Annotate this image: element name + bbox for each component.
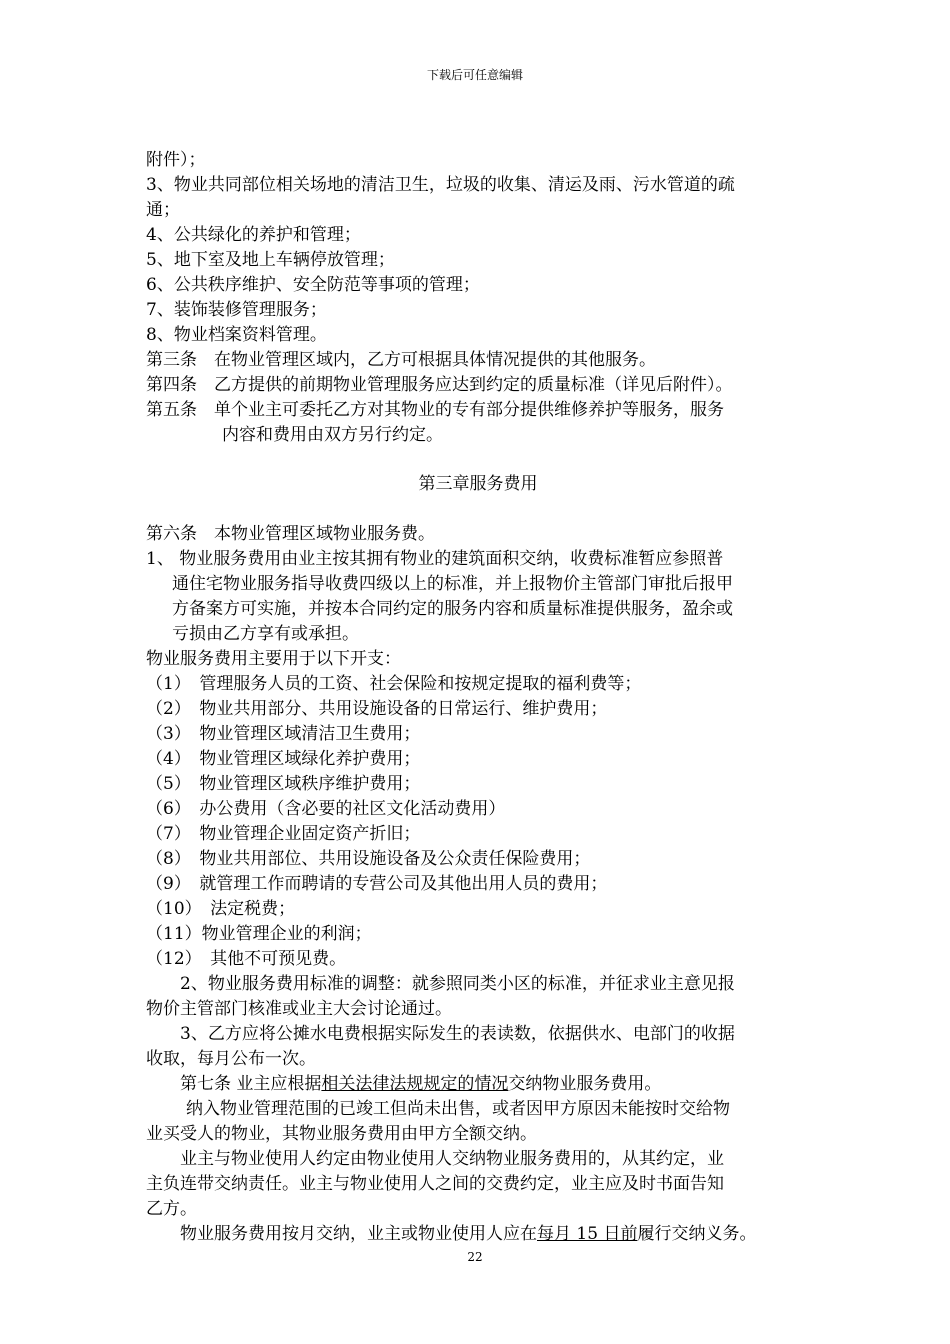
article-7-prefix: 第七条 业主应根据 xyxy=(180,1074,322,1094)
article-6-item2: 2、物业服务费用标准的调整：就参照同类小区的标准，并征求业主意见报 xyxy=(180,974,735,994)
expense-item: （8） 物业共用部位、共用设施设备及公众责任保险费用； xyxy=(146,849,591,869)
article-4: 第四条 乙方提供的前期物业管理服务应达到约定的质量标准（详见后附件）。 xyxy=(146,375,733,395)
page-number: 22 xyxy=(467,1250,483,1264)
article-6-item1: 1、 物业服务费用由业主按其拥有物业的建筑面积交纳，收费标准暂应参照普 xyxy=(146,549,724,569)
article-6-item2-cont: 物价主管部门核准或业主大会讨论通过。 xyxy=(146,999,452,1019)
list-item: 通； xyxy=(146,200,180,220)
chapter-title: 第三章服务费用 xyxy=(418,474,538,494)
expense-item: （4） 物业管理区域绿化养护费用； xyxy=(146,749,421,769)
expense-item: （6） 办公费用（含必要的社区文化活动费用） xyxy=(146,799,506,819)
article-5-line1: 第五条 单个业主可委托乙方对其物业的专有部分提供维修养护等服务，服务 xyxy=(146,400,724,420)
expense-item: （12） 其他不可预见费。 xyxy=(146,949,347,969)
list-item: 6、公共秩序维护、安全防范等事项的管理； xyxy=(146,275,480,295)
list-item: 3、物业共同部位相关场地的清洁卫生，垃圾的收集、清运及雨、污水管道的疏 xyxy=(146,175,735,195)
article-5-line2: 内容和费用由双方另行约定。 xyxy=(222,425,443,445)
expense-item: （9） 就管理工作而聘请的专营公司及其他出用人员的费用； xyxy=(146,874,608,894)
article-7-p2-cont: 乙方。 xyxy=(146,1199,197,1219)
list-item: 附件）； xyxy=(146,150,206,170)
article-6-item3: 3、乙方应将公摊水电费根据实际发生的表读数，依据供水、电部门的收据 xyxy=(180,1024,735,1044)
article-7-p2-cont: 主负连带交纳责任。业主与物业使用人之间的交费约定，业主应及时书面告知 xyxy=(146,1174,724,1194)
article-7-p1-cont: 业买受人的物业，其物业服务费用由甲方全额交纳。 xyxy=(146,1124,537,1144)
expense-intro: 物业服务费用主要用于以下开支： xyxy=(146,649,401,669)
article-6-item3-cont: 收取，每月公布一次。 xyxy=(146,1049,316,1069)
article-7-p3-suffix: 履行交纳义务。 xyxy=(637,1224,757,1244)
expense-item: （5） 物业管理区域秩序维护费用； xyxy=(146,774,421,794)
article-6-item1-cont: 方备案方可实施，并按本合同约定的服务内容和质量标准提供服务，盈余或 xyxy=(172,599,733,619)
list-item: 8、物业档案资料管理。 xyxy=(146,325,327,345)
article-7-p3-underlined: 每月 15 日前 xyxy=(537,1224,638,1244)
article-7-p1: 纳入物业管理范围的已竣工但尚未出售，或者因甲方原因未能按时交给物 xyxy=(186,1099,730,1119)
list-item: 7、装饰装修管理服务； xyxy=(146,300,327,320)
article-6-item1-cont: 通住宅物业服务指导收费四级以上的标准，并上报物价主管部门审批后报甲 xyxy=(172,574,733,594)
page-header: 下载后可任意编辑 xyxy=(426,68,523,82)
article-7-p2: 业主与物业使用人约定由物业使用人交纳物业服务费用的，从其约定，业 xyxy=(180,1149,724,1169)
article-3: 第三条 在物业管理区域内，乙方可根据具体情况提供的其他服务。 xyxy=(146,350,656,370)
article-6-item1-cont: 亏损由乙方享有或承担。 xyxy=(172,624,359,644)
expense-item: （10） 法定税费； xyxy=(146,899,296,919)
article-6-title: 第六条 本物业管理区域物业服务费。 xyxy=(146,524,435,544)
article-7-p3-prefix: 物业服务费用按月交纳，业主或物业使用人应在 xyxy=(180,1224,537,1244)
expense-item: （7） 物业管理企业固定资产折旧； xyxy=(146,824,421,844)
expense-item: （1） 管理服务人员的工资、社会保险和按规定提取的福利费等； xyxy=(146,674,642,694)
article-7-p3 xyxy=(146,1222,810,1247)
list-item: 5、地下室及地上车辆停放管理； xyxy=(146,250,395,270)
article-7-title xyxy=(146,1072,810,1097)
expense-item: （11）物业管理企业的利润； xyxy=(146,924,372,944)
document-body xyxy=(146,148,810,1247)
article-7-suffix: 交纳物业服务费用。 xyxy=(508,1074,662,1094)
list-item: 4、公共绿化的养护和管理； xyxy=(146,225,361,245)
article-7-underlined: 相关法律法规规定的情况 xyxy=(321,1074,509,1094)
expense-item: （2） 物业共用部分、共用设施设备的日常运行、维护费用； xyxy=(146,699,608,719)
expense-item: （3） 物业管理区域清洁卫生费用； xyxy=(146,724,421,744)
